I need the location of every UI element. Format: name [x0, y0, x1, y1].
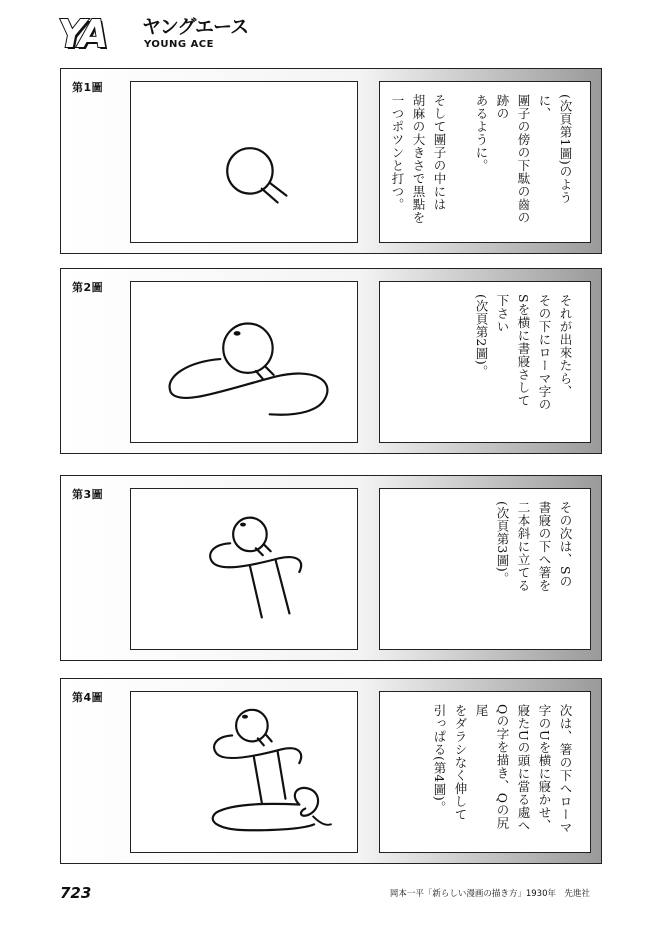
caption-box — [379, 488, 591, 650]
panel-2 — [60, 268, 602, 454]
caption-text: それが出來たら、 その下にローマ字の Sを横に書寢さして 下さい (次頁第2圖)。 — [474, 294, 573, 411]
logo-english-title: YOUNG ACE — [144, 39, 214, 50]
dango-drawing-step-2 — [131, 282, 357, 442]
panel-label: 第1圖 — [72, 81, 104, 94]
dango-drawing-step-3 — [131, 489, 357, 649]
caption-box — [379, 691, 591, 853]
drawing-box — [130, 488, 358, 650]
drawing-box — [130, 281, 358, 443]
caption-text: (次頁第1圖)のように、 團子の傍の下駄の齒の跡の あるように。 そして團子の中には 胡麻の大きさで黒點を 一つポツンと打つ。 — [390, 94, 573, 224]
caption-box — [379, 281, 591, 443]
panel-label: 第3圖 — [72, 488, 104, 501]
page-number: 723 — [60, 884, 92, 902]
drawing-box — [130, 691, 358, 853]
drawing-box — [130, 81, 358, 243]
panel-label: 第2圖 — [72, 281, 104, 294]
source-credit: 岡本一平「新らしい漫画の描き方」1930年 先進社 — [389, 889, 590, 899]
caption-text: その次は、Sの 書寢の下へ箸を 二本斜に立てる (次頁第3圖)。 — [495, 501, 573, 592]
dango-drawing-step-1 — [131, 82, 357, 242]
panel-4 — [60, 678, 602, 864]
panel-label: 第4圖 — [72, 691, 104, 704]
caption-text: 次は、箸の下へローマ 字のUを横に寢かせ、 寢たUの頭に當る處へ Qの字を描き、Qの尻尾 をダラシなく伸して 引っぱる(第4圖)。 — [432, 704, 573, 834]
young-ace-logo — [58, 14, 258, 56]
logo-mark: YA — [58, 12, 106, 56]
panel-1 — [60, 68, 602, 254]
caption-box — [379, 81, 591, 243]
panel-3 — [60, 475, 602, 661]
dango-drawing-step-4 — [131, 692, 357, 852]
logo-japanese-title: ヤングエース — [142, 16, 249, 38]
